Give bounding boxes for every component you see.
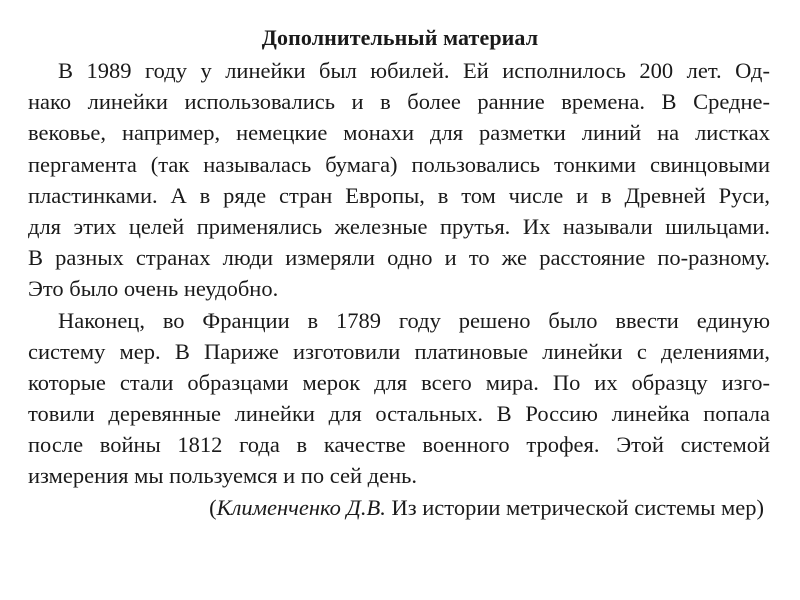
citation-close-paren: ) [756, 494, 764, 520]
citation-author: Клименченко Д.В. [216, 494, 386, 520]
text-line: пластинками. А в ряде стран Европы, в том числе и в Древней Руси, [28, 182, 770, 208]
text-line: после войны 1812 года в качестве военного трофея. Этой системой [28, 432, 770, 458]
text-line: систему мер. В Париже изготовили платиновые линейки с делениями, [28, 338, 770, 364]
text-line: Наконец, во Франции в 1789 году решено было ввести единую [58, 307, 770, 333]
citation [0, 492, 800, 523]
text-line: для этих целей применялись железные прутья. Их называли шильцами. [28, 213, 770, 239]
text-line: которые стали образцами мерок для всего мира. По их образцу изго- [28, 369, 770, 395]
text-line: В разных странах люди измеряли одно и то же расстояние по-разному. [28, 245, 770, 271]
text-line: вековье, например, немецкие монахи для разметки линий на листках [28, 120, 770, 146]
text-line: товили деревянные линейки для остальных. В Россию линейка попала [28, 401, 770, 427]
text-line: Это было очень неудобно. [28, 276, 279, 302]
section-heading: Дополнительный материал [261, 25, 539, 50]
text-line: пергамента (так называлась бумага) пользовались тонкими свинцовыми [28, 151, 770, 177]
text-line: В 1989 году у линейки был юбилей. Ей исполнилось 200 лет. Од- [58, 58, 770, 83]
text-body [0, 55, 800, 523]
citation-title: Из истории метрической системы мер [385, 494, 757, 520]
text-line: измерения мы пользуемся и по сей день. [28, 463, 418, 489]
citation-open-paren: ( [209, 494, 217, 520]
text-line: нако линейки использовались и в более ранние времена. В Средне- [28, 89, 770, 115]
